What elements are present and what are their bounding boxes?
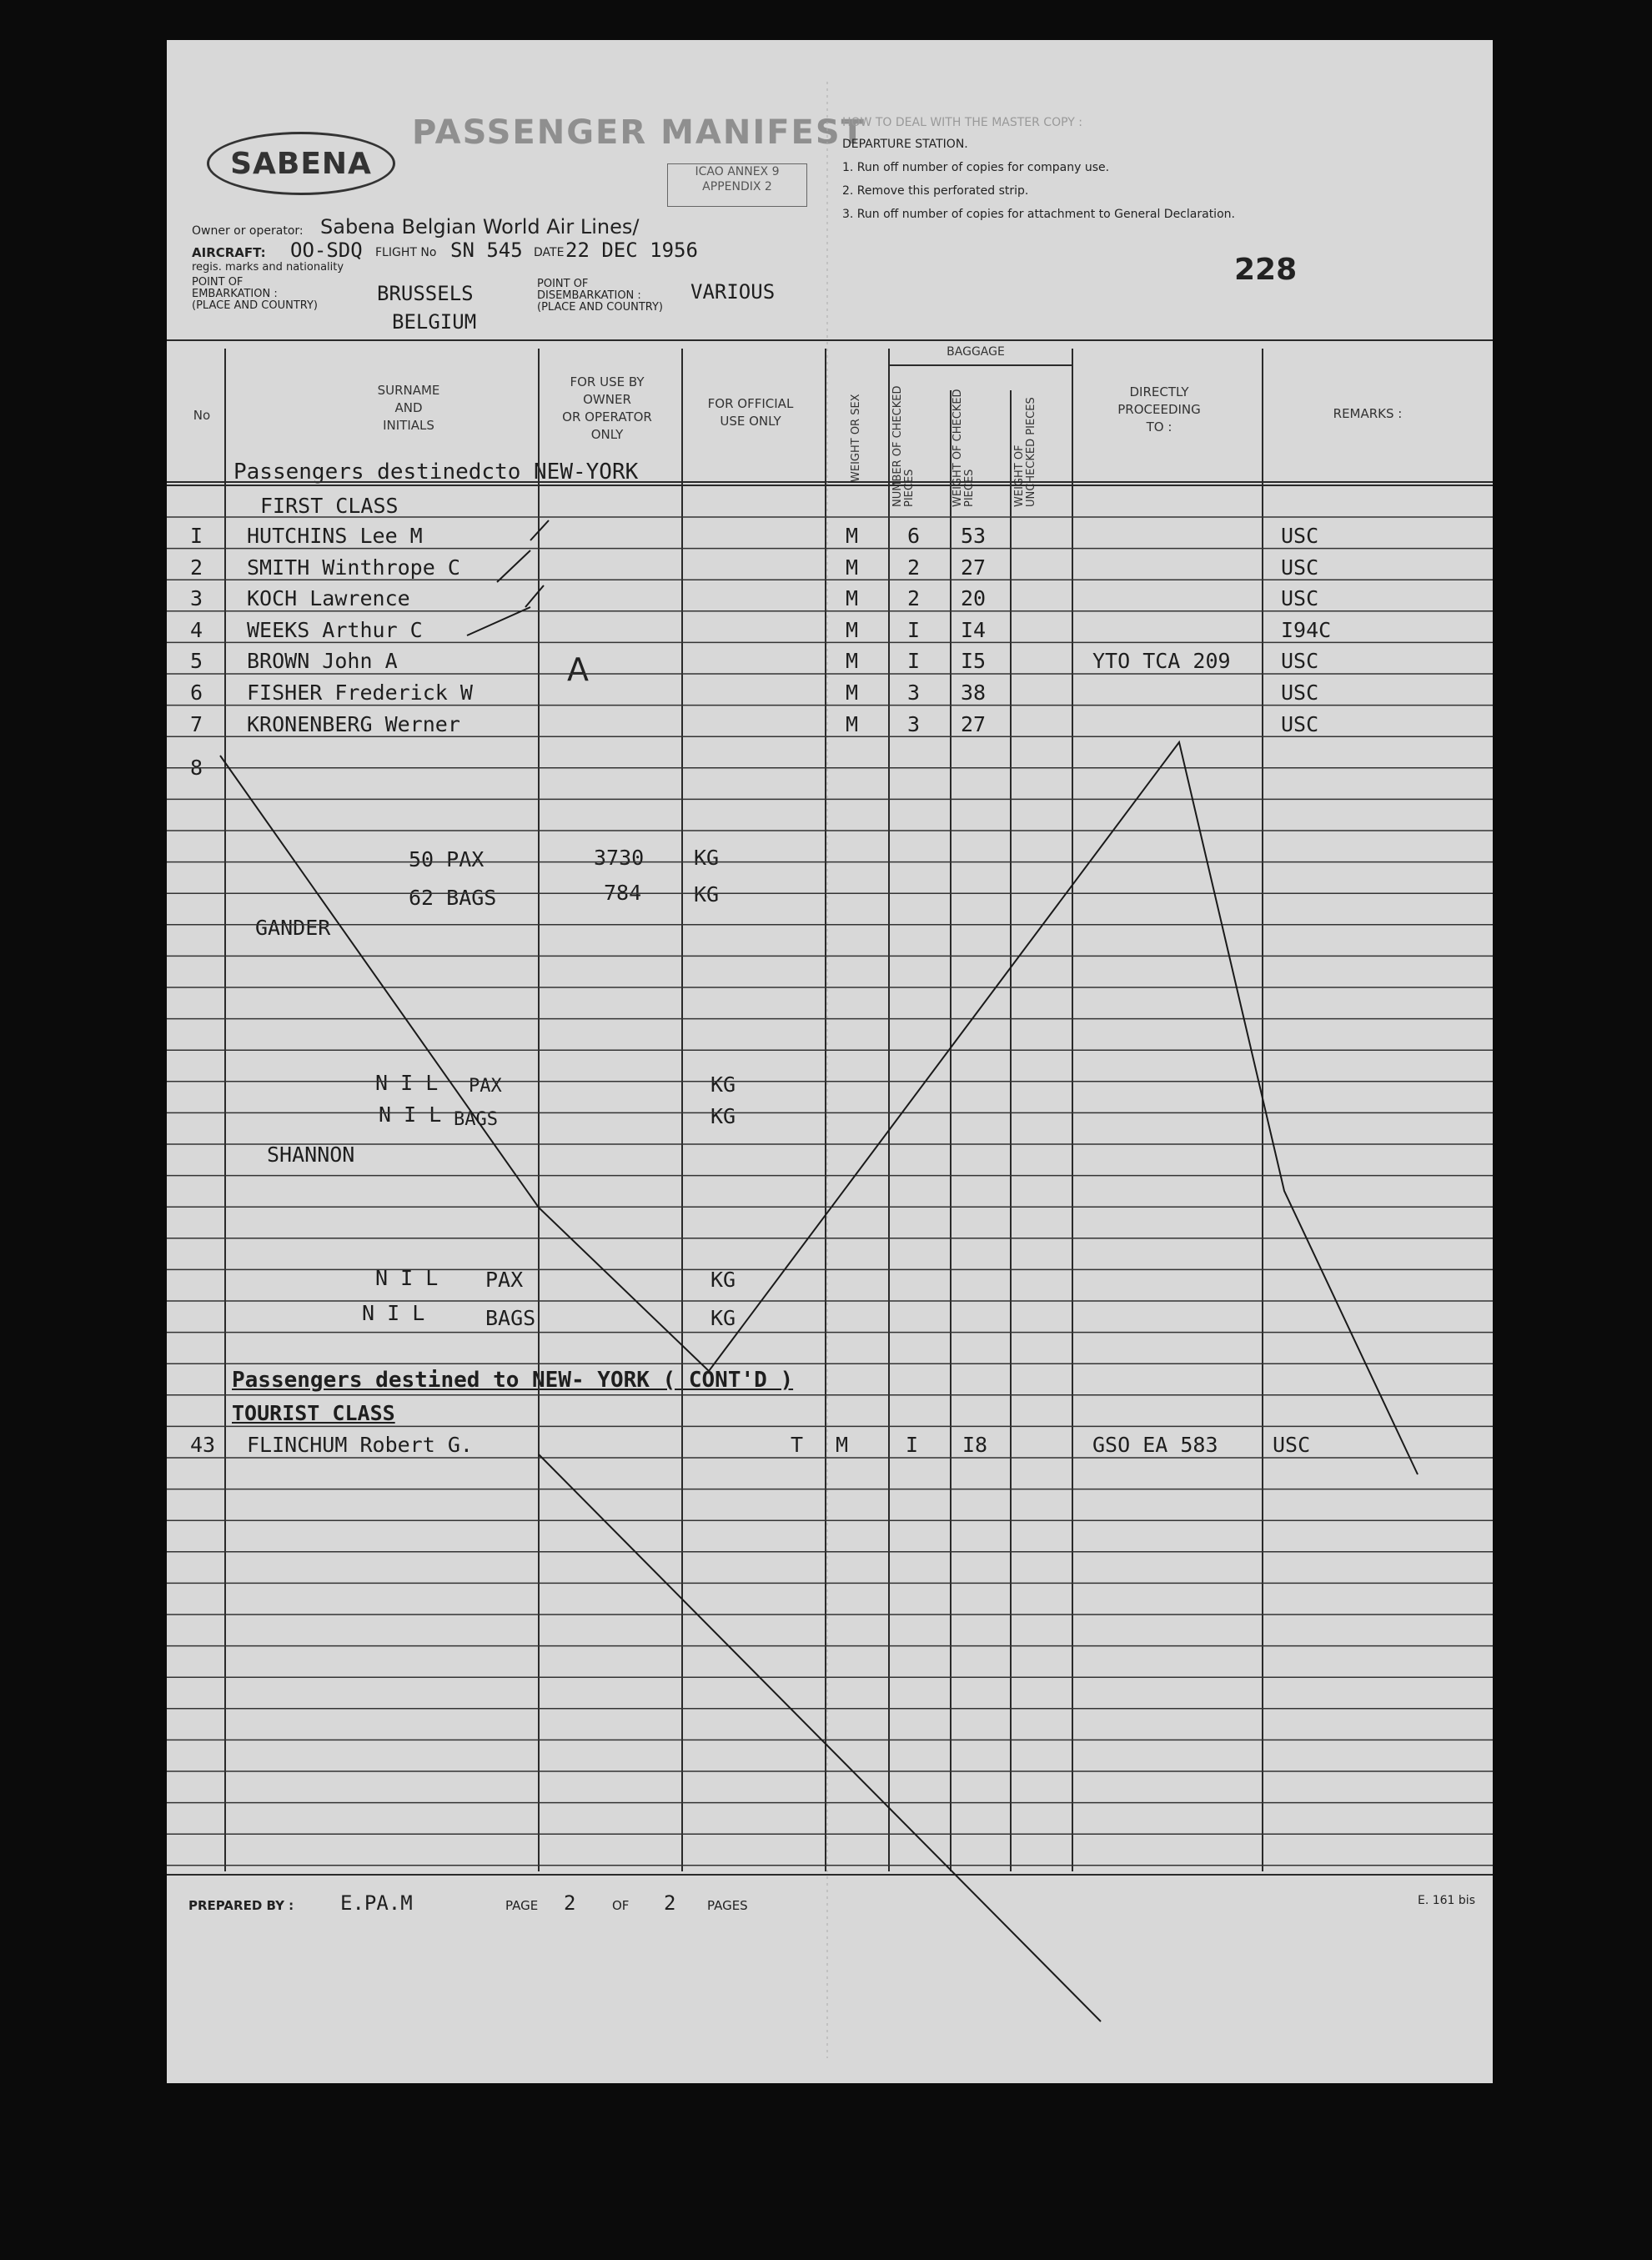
flight-label: FLIGHT No [375, 246, 437, 259]
disembark-label-2: DISEMBARKATION : [537, 289, 641, 302]
passenger-pieces: 3 [907, 681, 921, 705]
totals-pax-unit: KG [694, 846, 720, 870]
passenger-weight: 27 [961, 711, 987, 736]
disembark-label-3: (PLACE AND COUNTRY) [537, 301, 664, 314]
passenger-sex: M [846, 617, 859, 642]
col-owner-use-4: ONLY [590, 427, 624, 442]
passenger-remarks: USC [1281, 681, 1319, 705]
form-number: E. 161 bis [1418, 1894, 1475, 1907]
passenger-name: KRONENBERG Werner [247, 711, 460, 736]
tourist-no: 43 [190, 1433, 216, 1457]
prepared-label: PREPARED BY : [188, 1898, 294, 1913]
destined-heading-1: Passengers destinedcto NEW-YORK [233, 460, 639, 485]
passenger-sex: M [846, 555, 859, 580]
date-value: 22 DEC 1956 [565, 239, 698, 262]
embark-city: BRUSSELS [377, 282, 474, 305]
passenger-pieces: 6 [907, 524, 921, 548]
disembark-label-1: POINT OF [537, 278, 589, 290]
gander-bags-label: BAGS [454, 1109, 498, 1130]
passenger-no: I [190, 524, 203, 548]
col-directly-3: TO : [1146, 419, 1172, 434]
aircraft-value: OO-SDQ [290, 239, 363, 262]
handwritten-cancel-stroke-1 [220, 742, 1418, 1474]
shannon-nil-bags: N I L [362, 1301, 425, 1325]
passenger-no: 5 [190, 649, 203, 674]
embark-label-3: (PLACE AND COUNTRY) [192, 299, 319, 312]
instruction-2: 2. Remove this perforated strip. [842, 184, 1029, 198]
gander-bags-unit: KG [711, 1104, 736, 1128]
passenger-pieces: 2 [907, 586, 921, 611]
col-directly-1: DIRECTLY [1129, 384, 1189, 399]
col-owner-use-2: OWNER [583, 392, 631, 407]
of-label: OF [612, 1898, 630, 1913]
disembark-value: VARIOUS [690, 280, 776, 304]
passenger-weight: I5 [961, 649, 987, 674]
icao-line-2: APPENDIX 2 [702, 180, 772, 193]
form-grid [167, 40, 1493, 2083]
embark-country: BELGIUM [392, 310, 477, 334]
flight-value: SN 545 [450, 239, 523, 262]
pages-label: PAGES [707, 1898, 748, 1913]
col-surname-3: INITIALS [383, 418, 434, 433]
tourist-remarks: USC [1273, 1433, 1311, 1457]
passenger-no: 6 [190, 681, 203, 705]
destined-heading-2: Passengers destined to NEW- YORK ( CONT'D ) [232, 1368, 794, 1393]
passenger-name: HUTCHINS Lee M [247, 524, 423, 548]
passenger-pieces: 2 [907, 555, 921, 580]
col-directly-2: PROCEEDING [1117, 402, 1201, 417]
document-title: PASSENGER MANIFEST [412, 113, 866, 152]
passenger-remarks: I94C [1281, 617, 1332, 642]
passenger-remarks: USC [1281, 586, 1319, 611]
passenger-pieces: I [907, 649, 921, 674]
tourist-sex: M [836, 1433, 849, 1457]
passenger-no: 7 [190, 711, 203, 736]
handwritten-checkmarks [467, 520, 549, 635]
col-remarks: REMARKS : [1333, 406, 1403, 421]
passenger-no: 4 [190, 617, 203, 642]
shannon-pax-unit: KG [711, 1268, 736, 1292]
passenger-remarks: USC [1281, 649, 1319, 674]
col-owner-use-1: FOR USE BY [570, 374, 645, 389]
totals-pax-count: 50 PAX [409, 847, 485, 871]
passenger-weight: 38 [961, 681, 987, 705]
aircraft-label: AIRCRAFT: [192, 245, 266, 260]
passenger-sex: M [846, 649, 859, 674]
col-wt-unchecked: WEIGHT OF UNCHECKED PIECES [1013, 397, 1037, 507]
instructions-sub: DEPARTURE STATION. [842, 138, 968, 151]
first-class-heading: FIRST CLASS [260, 494, 399, 518]
passenger-sex: M [846, 586, 859, 611]
tourist-weight: I8 [962, 1433, 988, 1457]
instruction-1: 1. Run off number of copies for company use. [842, 161, 1110, 174]
passenger-pieces: I [907, 617, 921, 642]
instruction-3: 3. Run off number of copies for attachment to General Declaration. [842, 208, 1235, 221]
tourist-class-code: T [791, 1433, 804, 1457]
col-official-2: USE ONLY [720, 414, 781, 429]
passenger-weight: 53 [961, 524, 987, 548]
page-stamp: 228 [1234, 253, 1298, 287]
totals-pax-kg: 3730 [594, 846, 645, 870]
passenger-sex: M [846, 524, 859, 548]
page-value: 2 [564, 1891, 576, 1915]
regis-label: regis. marks and nationality [192, 261, 344, 274]
date-label: DATE [534, 246, 565, 259]
manifest-sheet [167, 40, 1493, 2083]
owner-label: Owner or operator: [192, 224, 304, 238]
col-official-1: FOR OFFICIAL [707, 396, 794, 411]
shannon-bags-label: BAGS [485, 1306, 536, 1330]
passenger-weight: 20 [961, 586, 987, 611]
icao-line-1: ICAO ANNEX 9 [695, 165, 780, 178]
handwritten-a: A [567, 651, 589, 688]
col-surname-1: SURNAME [377, 383, 440, 398]
gander-nil-bags: N I L [379, 1102, 442, 1127]
passenger-weight: 27 [961, 555, 987, 580]
passenger-name: FISHER Frederick W [247, 681, 473, 705]
col-owner-use-3: OR OPERATOR [562, 409, 652, 424]
tourist-name: FLINCHUM Robert G. [247, 1433, 473, 1457]
shannon-nil-pax: N I L [375, 1266, 439, 1290]
shannon-pax-label: PAX [485, 1268, 524, 1292]
passenger-remarks: USC [1281, 711, 1319, 736]
passenger-name: KOCH Lawrence [247, 586, 410, 611]
shannon-heading: SHANNON [267, 1143, 355, 1167]
embark-label-1: POINT OF [192, 276, 244, 289]
col-weight-sex: WEIGHT OR SEX [850, 394, 862, 482]
sabena-logo: SABENA [207, 132, 395, 195]
totals-bags-kg: 784 [604, 881, 642, 905]
handwritten-cancel-stroke-2 [539, 1454, 1101, 2021]
passenger-no: 2 [190, 555, 203, 580]
passenger-dest: YTO TCA 209 [1092, 649, 1231, 674]
shannon-bags-unit: KG [711, 1306, 736, 1330]
passenger-name: SMITH Winthrope C [247, 555, 460, 580]
page-label: PAGE [505, 1898, 539, 1913]
tourist-pieces: I [906, 1433, 919, 1457]
owner-value: Sabena Belgian World Air Lines/ [320, 215, 640, 239]
passenger-weight: I4 [961, 617, 987, 642]
prepared-value: E.PA.M [340, 1891, 413, 1915]
gander-heading: GANDER [255, 916, 331, 940]
col-baggage: BAGGAGE [947, 345, 1005, 359]
col-num-checked: NUMBER OF CHECKED PIECES [891, 385, 916, 507]
passenger-sex: M [846, 711, 859, 736]
passenger-name: WEEKS Arthur C [247, 617, 423, 642]
row-number-8: 8 [190, 756, 203, 780]
passenger-name: BROWN John A [247, 649, 398, 674]
embark-label-2: EMBARKATION : [192, 288, 278, 300]
passenger-remarks: USC [1281, 555, 1319, 580]
gander-nil-pax: N I L [375, 1071, 439, 1095]
col-wt-checked: WEIGHT OF CHECKED PIECES [952, 389, 976, 507]
passenger-remarks: USC [1281, 524, 1319, 548]
col-surname-2: AND [394, 400, 423, 415]
tourist-class-heading: TOURIST CLASS [232, 1401, 395, 1425]
gander-pax-unit: KG [711, 1072, 736, 1097]
totals-bags-unit: KG [694, 882, 720, 907]
tourist-dest: GSO EA 583 [1092, 1433, 1218, 1457]
gander-pax-label: PAX [469, 1076, 502, 1097]
passenger-sex: M [846, 681, 859, 705]
passenger-pieces: 3 [907, 711, 921, 736]
passenger-no: 3 [190, 586, 203, 611]
totals-bags-count: 62 BAGS [409, 886, 497, 910]
instructions-title: HOW TO DEAL WITH THE MASTER COPY : [842, 116, 1082, 129]
col-no: No [193, 408, 211, 423]
of-value: 2 [664, 1891, 676, 1915]
